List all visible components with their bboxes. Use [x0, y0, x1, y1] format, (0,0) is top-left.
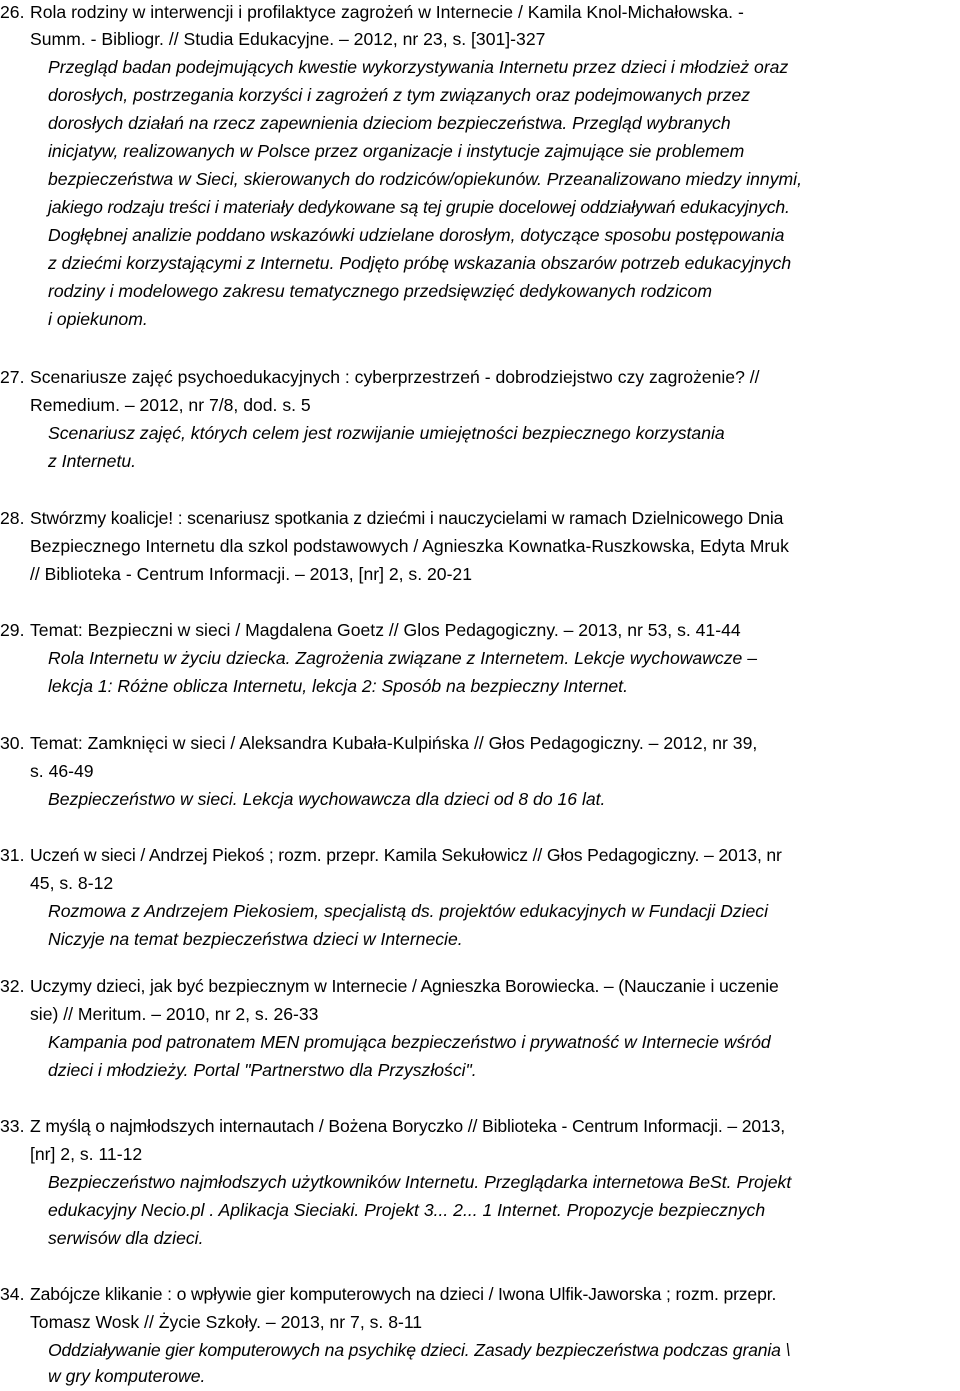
- entry-annotation-line: lekcja 1: Różne oblicza Internetu, lekcja 2: Sposób na bezpieczny Internet.: [48, 676, 628, 696]
- entry-citation-line: Rola rodziny w interwencji i profilaktyce zagrożeń w Internecie / Kamila Knol-Michałowska. -: [30, 2, 744, 22]
- entry-citation-line: Zabójcze klikanie : o wpływie gier komputerowych na dzieci / Iwona Ulfik-Jaworska ; rozm. przepr.: [30, 1284, 777, 1304]
- entry-number: 30.: [0, 733, 25, 753]
- entry-citation-line: Scenariusze zajęć psychoedukacyjnych : cyberprzestrzeń - dobrodziejstwo czy zagrożenie? //: [30, 367, 760, 387]
- entry-citation-line: Temat: Zamknięci w sieci / Aleksandra Kubała-Kulpińska // Głos Pedagogiczny. – 2012, nr 39,: [30, 733, 758, 753]
- entry-annotation-line: dorosłych, postrzegania korzyści i zagrożeń z tym związanych oraz podejmowanych przez: [48, 85, 751, 105]
- entry-number: 29.: [0, 620, 25, 640]
- entry-citation-line: Uczeń w sieci / Andrzej Piekoś ; rozm. przepr. Kamila Sekułowicz // Głos Pedagogiczny. – 2013, nr: [30, 845, 782, 865]
- entry-citation-line: Tomasz Wosk // Życie Szkoły. – 2013, nr 7, s. 8-11: [30, 1312, 423, 1332]
- entry-citation-line: // Biblioteka - Centrum Informacji. – 2013, [nr] 2, s. 20-21: [30, 564, 472, 584]
- entry-annotation-line: Rola Internetu w życiu dziecka. Zagrożenia związane z Internetem. Lekcje wychowawcze –: [48, 648, 757, 668]
- entry-annotation-line: dzieci i młodzieży. Portal "Partnerstwo dla Przyszłości".: [48, 1060, 477, 1080]
- entry-citation-line: Z myślą o najmłodszych internautach / Bożena Boryczko // Biblioteka - Centrum Informacji. – 2013,: [30, 1116, 786, 1136]
- entry-citation-line: s. 46-49: [30, 761, 94, 781]
- entry-annotation-line: inicjatyw, realizowanych w Polsce przez organizacje i instytucje zajmujące sie problemem: [48, 141, 745, 161]
- entry-annotation-line: rodziny i modelowego zakresu tematycznego przedsięwzięć dedykowanych rodzicom: [48, 281, 712, 301]
- entry-annotation-line: Przegląd badan podejmujących kwestie wykorzystywania Internetu przez dzieci i młodzież oraz: [48, 57, 789, 77]
- entry-annotation-line: w gry komputerowe.: [48, 1366, 206, 1386]
- entry-annotation-line: Scenariusz zajęć, których celem jest rozwijanie umiejętności bezpiecznego korzystania: [48, 423, 725, 443]
- entry-annotation-line: Rozmowa z Andrzejem Piekosiem, specjalistą ds. projektów edukacyjnych w Fundacji Dzieci: [48, 901, 769, 921]
- entry-citation-line: [nr] 2, s. 11-12: [30, 1144, 143, 1164]
- entry-annotation-line: Bezpieczeństwo najmłodszych użytkowników Internetu. Przeglądarka internetowa BeSt. Projekt: [48, 1172, 792, 1192]
- entry-annotation-line: Bezpieczeństwo w sieci. Lekcja wychowawcza dla dzieci od 8 do 16 lat.: [48, 789, 606, 809]
- entry-annotation-line: Niczyje na temat bezpieczeństwa dzieci w Internecie.: [48, 929, 463, 949]
- entry-number: 31.: [0, 845, 25, 865]
- entry-citation-line: Remedium. – 2012, nr 7/8, dod. s. 5: [30, 395, 311, 415]
- entry-annotation-line: Dogłębnej analizie poddano wskazówki udzielane dorosłym, dotyczące sposobu postępowania: [48, 225, 785, 245]
- entry-annotation-line: Kampania pod patronatem MEN promująca bezpieczeństwo i prywatność w Internecie wśród: [48, 1032, 771, 1052]
- entry-annotation-line: dorosłych działań na rzecz zapewnienia dzieciom bezpieczeństwa. Przegląd wybranych: [48, 113, 731, 133]
- entry-annotation-line: z dziećmi korzystającymi z Internetu. Podjęto próbę wskazania obszarów potrzeb edukacyjnych: [48, 253, 792, 273]
- entry-annotation-line: serwisów dla dzieci.: [48, 1228, 204, 1248]
- entry-annotation-line: i opiekunom.: [48, 309, 148, 329]
- entry-citation-line: Temat: Bezpieczni w sieci / Magdalena Goetz // Glos Pedagogiczny. – 2013, nr 53, s. 41-44: [30, 620, 741, 640]
- entry-annotation-line: Oddziaływanie gier komputerowych na psychikę dzieci. Zasady bezpieczeństwa podczas grania \: [48, 1340, 791, 1360]
- entry-citation-line: Summ. - Bibliogr. // Studia Edukacyjne. – 2012, nr 23, s. [301]-327: [30, 29, 546, 49]
- entry-annotation-line: z Internetu.: [48, 451, 137, 471]
- entry-citation-line: Stwórzmy koalicje! : scenariusz spotkania z dziećmi i nauczycielami w ramach Dzielnicowego Dnia: [30, 508, 784, 528]
- entry-number: 33.: [0, 1116, 25, 1136]
- entry-citation-line: Bezpiecznego Internetu dla szkol podstawowych / Agnieszka Kownatka-Ruszkowska, Edyta Mruk: [30, 536, 789, 556]
- entry-annotation-line: bezpieczeństwa w Sieci, skierowanych do rodziców/opiekunów. Przeanalizowano miedzy innymi,: [48, 169, 802, 189]
- entry-annotation-line: jakiego rodzaju treści i materiały dedykowane są tej grupie docelowej oddziaływań edukacyjnych.: [48, 197, 790, 217]
- entry-number: 27.: [0, 367, 25, 387]
- entry-citation-line: 45, s. 8-12: [30, 873, 114, 893]
- entry-citation-line: Uczymy dzieci, jak być bezpiecznym w Internecie / Agnieszka Borowiecka. – (Nauczanie i uczenie: [30, 976, 779, 996]
- entry-citation-line: sie) // Meritum. – 2010, nr 2, s. 26-33: [30, 1004, 319, 1024]
- entry-number: 32.: [0, 976, 25, 996]
- entry-number: 26.: [0, 2, 25, 22]
- entry-number: 34.: [0, 1284, 25, 1304]
- entry-annotation-line: edukacyjny Necio.pl . Aplikacja Sieciaki. Projekt 3... 2... 1 Internet. Propozycje bezpiecznych: [48, 1200, 766, 1220]
- entry-number: 28.: [0, 508, 25, 528]
